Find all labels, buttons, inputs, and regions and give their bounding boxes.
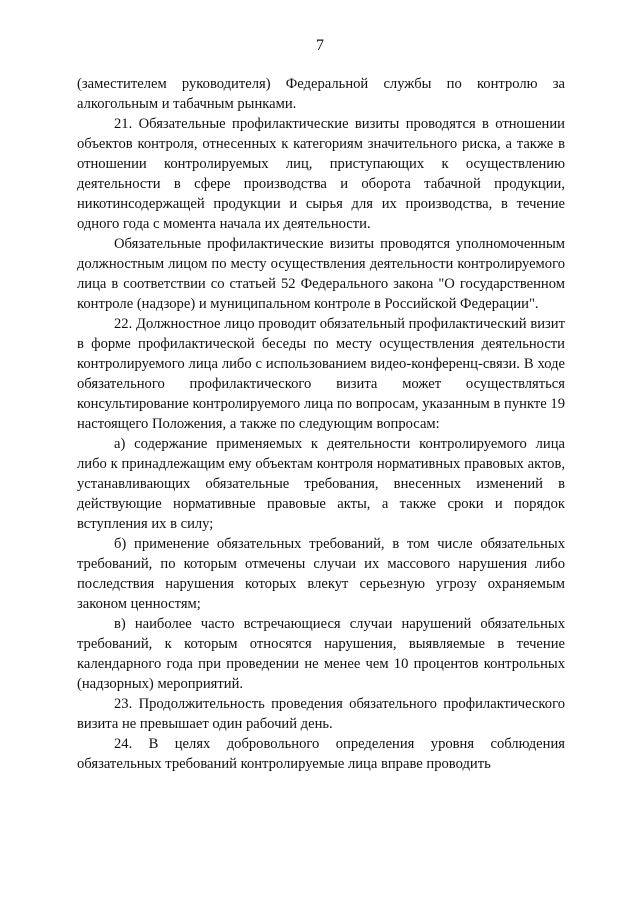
paragraph-22-item-c: в) наиболее часто встречающиеся случаи нарушений обязательных требований, к которым относятся нарушения, выявляемые в течение календарного года при проведении не менее чем 10 процентов контрольных (надзорных) мероприятий. [77,616,565,692]
paragraph-21: 21. Обязательные профилактические визиты проводятся в отношении объектов контроля, отнесенных к категориям значительного риска, а также в отношении контролируемых лиц, приступающих к осуществлению деятельности в сфере производства и оборота табачной продукции, никотинсодержащей продукции и сырья для их производства, в течение одного года с момента начала их деятельности. [77,116,565,232]
paragraph-22: 22. Должностное лицо проводит обязательный профилактический визит в форме профилактической беседы по месту осуществления деятельности контролируемого лица либо с использованием видео-конференц-связи. В ходе обязательного профилактического визита может осуществляться консультирование контролируемого лица по вопросам, указанным в пункте 19 настоящего Положения, а также по следующим вопросам: [77,316,565,432]
paragraph-22-item-a: а) содержание применяемых к деятельности контролируемого лица либо к принадлежащим ему объектам контроля нормативных правовых актов, устанавливающих обязательные требования, внесенных изменений в действующие нормативные правовые акты, а также сроки и порядок вступления их в силу; [77,436,565,532]
paragraph-24: 24. В целях добровольного определения уровня соблюдения обязательных требований контролируемые лица вправе проводить [77,736,565,772]
paragraph-21-mandatory-visits: Обязательные профилактические визиты проводятся уполномоченным должностным лицом по месту осуществления деятельности контролируемого лица в соответствии со статьей 52 Федерального закона "О государственном контроле (надзоре) и муниципальном контроле в Российской Федерации". [77,236,565,312]
paragraph-22-item-b: б) применение обязательных требований, в том числе обязательных требований, по которым отмечены случаи их массового нарушения либо последствия нарушения которых влекут серьезную угрозу охраняемым законом ценностям; [77,536,565,612]
page-number: 7 [316,37,324,54]
document-body [77,74,565,774]
paragraph-23: 23. Продолжительность проведения обязательного профилактического визита не превышает один рабочий день. [77,696,565,732]
paragraph-continuation: (заместителем руководителя) Федеральной службы по контролю за алкогольным и табачным рынками. [77,76,565,112]
